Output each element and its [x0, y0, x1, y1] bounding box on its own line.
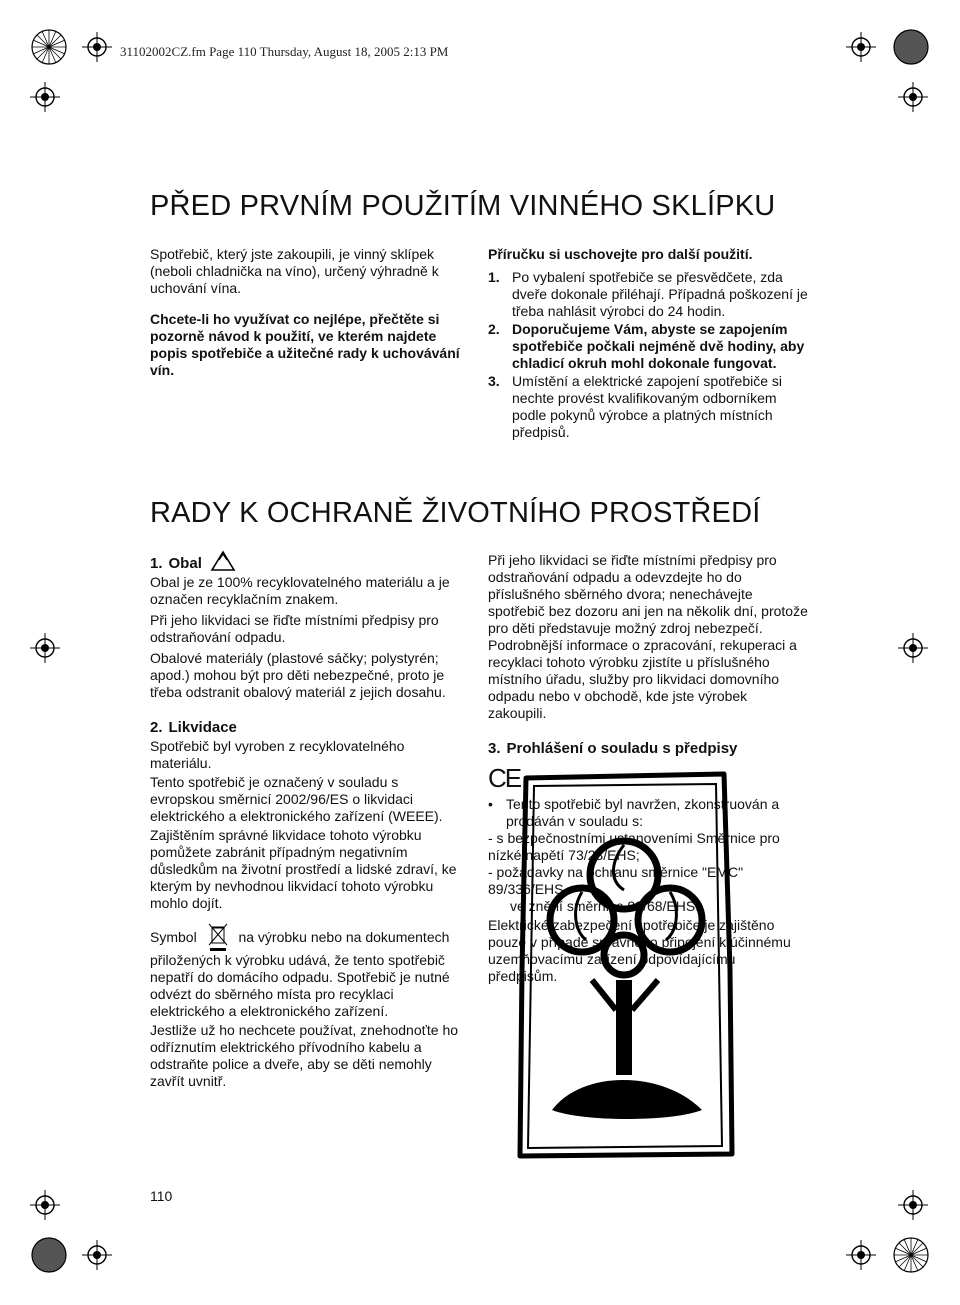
registration-mark-icon — [898, 633, 928, 663]
registration-mark-icon — [898, 1190, 928, 1220]
corner-target-icon — [30, 28, 68, 66]
heading-first-use: PŘED PRVNÍM POUŽITÍM VINNÉHO SKLÍPKU — [150, 190, 776, 222]
intro-paragraph: Spotřebič, který jste zakoupili, je vinný sklípek (neboli chladnička na víno), určený výhradně k uchování vína. — [150, 246, 439, 296]
registration-mark-icon — [30, 633, 60, 663]
registration-mark-icon — [30, 1190, 60, 1220]
compliance-line: - s bezpečnostními ustanoveními Směrnice pro nízké napětí 73/23/EHS; — [488, 830, 780, 863]
file-slug-line: 31102002CZ.fm Page 110 Thursday, August 18, 2005 2:13 PM — [120, 44, 449, 59]
crossed-out-bin-icon — [207, 922, 229, 952]
disposal-paragraph: Spotřebič byl vyroben z recyklovatelného materiálu. — [150, 738, 405, 771]
section-title-packaging: 1. Obal — [150, 550, 462, 572]
corner-target-icon — [892, 1236, 930, 1274]
registration-mark-icon — [82, 32, 112, 62]
recycle-triangle-icon — [210, 550, 236, 572]
ce-mark-icon: CE — [488, 763, 521, 793]
compliance-line: - požadavky na ochranu směrnice "EMC" 89/336/EHS — [488, 864, 744, 897]
first-use-list — [488, 269, 808, 441]
intro-paragraph-bold: Chcete-li ho využívat co nejlépe, přečtěte si pozorně návod k použití, ve kterém najdete popis spotřebiče a užitečné rady k uchovávání vín. — [150, 311, 460, 378]
packaging-paragraph: Při jeho likvidaci se řiďte místními předpisy pro odstraňování odpadu. — [150, 612, 439, 645]
env-left-column — [150, 550, 462, 1090]
compliance-paragraph: Elektrické zabezpečení spotřebiče je zajištěno pouze v případě správného připojení k účinnému uzemňovacímu zařízení odpovídajícímu předpisům. — [488, 917, 791, 984]
list-item: 2. Doporučujeme Vám, abyste se zapojením spotřebiče počkali nejméně dvě hodiny, aby chladicí okruh mohl dokonale fungovat. — [488, 321, 805, 371]
intro-column — [150, 246, 460, 379]
page-number: 110 — [150, 1188, 173, 1204]
section-title-compliance: 3. Prohlášení o souladu s předpisy — [488, 740, 738, 757]
heading-environment: RADY K OCHRANĚ ŽIVOTNÍHO PROSTŘEDÍ — [150, 497, 761, 529]
registration-mark-icon — [898, 82, 928, 112]
section-title-disposal: 2. Likvidace — [150, 719, 237, 736]
corner-target-icon — [30, 1236, 68, 1274]
registration-mark-icon — [82, 1240, 112, 1270]
packaging-paragraph: Obalové materiály (plastové sáčky; polystyrén; apod.) mohou být pro děti nebezpečné, proto je třeba odstranit obalový materiál z jejich dosahu. — [150, 650, 446, 700]
first-use-column — [488, 246, 808, 442]
disposal-paragraph: Jestliže už ho nechcete používat, znehodnoťte ho odříznutím elektrického přívodního kabelu a odstraňte police a dveře, aby se děti nemohly zavřít uvnitř. — [150, 1022, 459, 1089]
registration-mark-icon — [30, 82, 60, 112]
disposal-paragraph: Zajištěním správné likvidace tohoto výrobku pomůžete zabránit případným negativním důsledkům na životní prostředí a lidské zdraví, ke kterým by nevhodnou likvidací tohoto výrobku mohlo dojít. — [150, 827, 457, 911]
tree-environment-icon — [512, 770, 738, 1160]
keep-manual-note: Příručku si uschovejte pro další použití. — [488, 246, 753, 262]
compliance-bullet: • Tento spotřebič byl navržen, zkonstruován a prodáván v souladu s: — [488, 796, 780, 829]
registration-mark-icon — [846, 32, 876, 62]
disposal-symbol-paragraph: Symbol na výrobku nebo na dokumentech přiložených k výrobku udává, že tento spotřebič nepatří do domácího odpadu. Spotřebič je nutné odvézt do sběrného místa pro recyklaci elektrického a elektronického zařízení. — [150, 922, 462, 1020]
compliance-line: ve znění směrnice 93/68/EHS. — [510, 898, 700, 914]
corner-target-icon — [892, 28, 930, 66]
disposal-paragraph: Tento spotřebič je označený v souladu s evropskou směrnicí 2002/96/ES o likvidaci elektrického a elektronického zařízení (WEEE). — [150, 774, 443, 824]
packaging-paragraph: Obal je ze 100% recyklovatelného materiálu a je označen recyklačním znakem. — [150, 574, 450, 607]
list-item: 1. Po vybalení spotřebiče se přesvědčete, zda dveře dokonale přiléhají. Případná poškození je třeba nahlásit výrobci do 24 hodin. — [488, 269, 808, 319]
registration-mark-icon — [846, 1240, 876, 1270]
list-item: 3. Umístění a elektrické zapojení spotřebiče si nechte provést kvalifikovaným odborníkem podle pokynů výrobce a platných místních předpisů. — [488, 373, 783, 440]
disposal-continued-paragraph: Při jeho likvidaci se řiďte místními předpisy pro odstraňování odpadu a odevzdejte ho do příslušného sběrného dvora; nenechávejte spotřebič bez dozoru ani jen na několik dní, protože pro děti představuje možný zdroj nebezpečí. Podrobnější informace o zpracování, rekuperaci a recyklaci tohoto výrobku zjistíte u příslušného místního úřadu, služby pro likvidaci domovního odpadu nebo v obchodě, kde jste výrobek zakoupili. — [488, 552, 808, 721]
